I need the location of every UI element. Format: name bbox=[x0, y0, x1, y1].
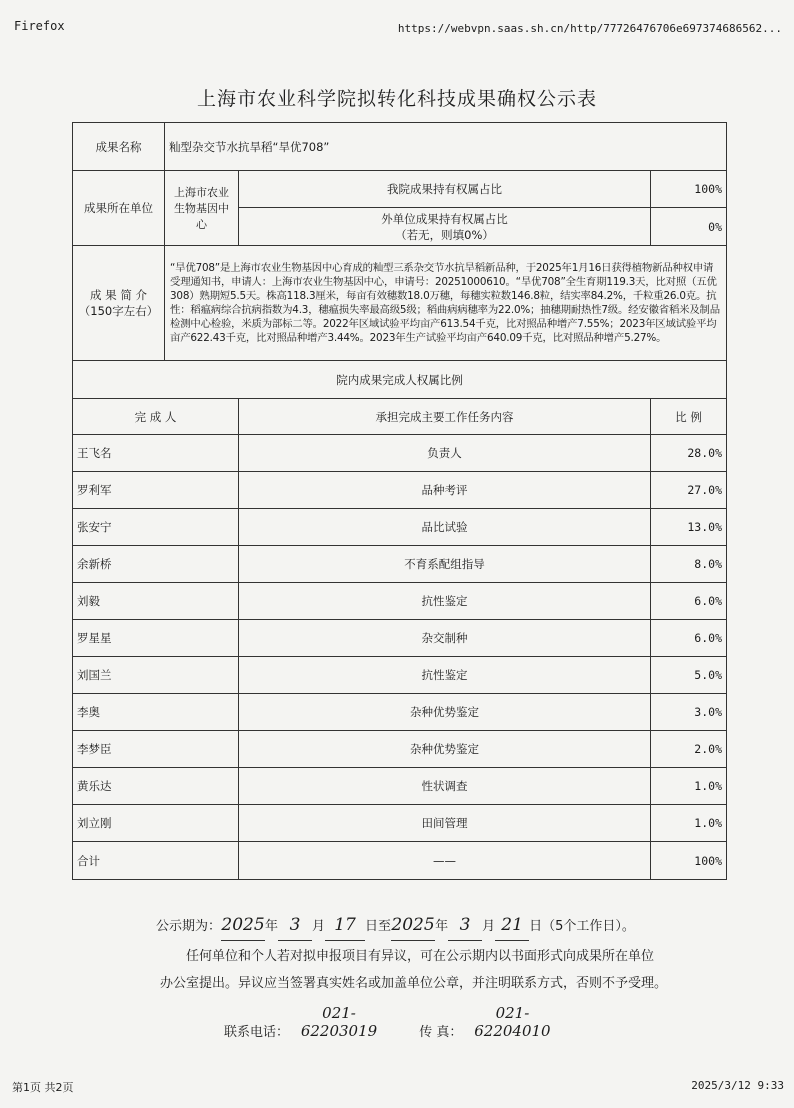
person-ratio: 1.0% bbox=[651, 768, 727, 805]
person-name: 刘立刚 bbox=[73, 805, 239, 842]
total-task: —— bbox=[239, 842, 651, 880]
table-row bbox=[73, 583, 727, 620]
person-name: 李梦臣 bbox=[73, 731, 239, 768]
ext-share-label: 外单位成果持有权属占比 bbox=[381, 211, 508, 226]
person-ratio: 27.0% bbox=[651, 472, 727, 509]
person-name: 张安宁 bbox=[73, 509, 239, 546]
table-row bbox=[73, 472, 727, 509]
unit-year: 年 bbox=[435, 919, 449, 934]
own-share-value: 100% bbox=[651, 171, 727, 208]
fax-label: 传 真： bbox=[419, 1025, 463, 1040]
achievement-name-value: 籼型杂交节水抗旱稻“旱优708” bbox=[165, 123, 727, 171]
person-name: 罗利军 bbox=[73, 472, 239, 509]
person-name: 黄乐达 bbox=[73, 768, 239, 805]
notice-period bbox=[156, 910, 635, 942]
intro-text: “旱优708”是上海市农业生物基因中心育成的籼型三系杂交节水抗旱稻新品种，于2025年1月16日获得植物新品种权申请受理通知书，申请人：上海市农业生物基因中心，申请号：20251000610。“旱优708”全生育期119.3天，比对照（五优308）熟期短5.5天。株高118.3厘米，每亩有效穗数18.0万穗，每穗实粒数146.8粒，结实率84.2%，千粒重26.0克。抗性：稻瘟病综合抗病指数为4.3，穗瘟损失率最高级5级；稻曲病病穗率为22.0%；抽穗期耐热性7级。经安徽省稻米及制品检测中心检验，米质为部标二等。2022年区域试验平均亩产613.54千克，比对照品种增产7.55%；2023年区域试验平均亩产622.43千克，比对照品种增产3.44%。2023年生产试验平均亩产640.09千克，比对照品种增产5.27%。 bbox=[165, 246, 727, 361]
unit-month: 月 bbox=[482, 919, 496, 934]
col-task-header: 承担完成主要工作任务内容 bbox=[239, 399, 651, 435]
end-year: 2025 bbox=[391, 910, 435, 941]
person-name: 王飞名 bbox=[73, 435, 239, 472]
phone-value: 021-62203019 bbox=[300, 1004, 378, 1040]
unit-label: 成果所在单位 bbox=[73, 171, 165, 246]
section-title: 院内成果完成人权属比例 bbox=[73, 361, 727, 399]
page-indicator: 第1页 共2页 bbox=[12, 1081, 74, 1094]
ext-share-cell bbox=[239, 208, 651, 246]
table-row bbox=[73, 509, 727, 546]
notice-line-2: 办公室提出。异议应当签署真实姓名或加盖单位公章，并注明联系方式，否则不予受理。 bbox=[160, 976, 668, 991]
start-day: 17 bbox=[325, 910, 365, 941]
table-row bbox=[73, 768, 727, 805]
start-year: 2025 bbox=[221, 910, 265, 941]
person-ratio: 13.0% bbox=[651, 509, 727, 546]
table-row bbox=[73, 435, 727, 472]
unit-day-to: 日至 bbox=[365, 919, 392, 934]
phone-label: 联系电话： bbox=[224, 1025, 290, 1040]
person-name: 李奥 bbox=[73, 694, 239, 731]
unit-month: 月 bbox=[312, 919, 326, 934]
table-row bbox=[73, 546, 727, 583]
col-person-header: 完 成 人 bbox=[73, 399, 239, 435]
col-ratio-header: 比 例 bbox=[651, 399, 727, 435]
contact-info bbox=[224, 1004, 562, 1040]
end-month: 3 bbox=[448, 910, 482, 941]
total-row bbox=[73, 842, 727, 880]
total-label: 合计 bbox=[73, 842, 239, 880]
person-task: 田间管理 bbox=[239, 805, 651, 842]
person-ratio: 3.0% bbox=[651, 694, 727, 731]
person-task: 品种考评 bbox=[239, 472, 651, 509]
person-task: 性状调查 bbox=[239, 768, 651, 805]
person-name: 余新桥 bbox=[73, 546, 239, 583]
disclosure-table bbox=[72, 122, 727, 880]
total-ratio: 100% bbox=[651, 842, 727, 880]
table-row bbox=[73, 805, 727, 842]
person-task: 杂种优势鉴定 bbox=[239, 694, 651, 731]
unit-value: 上海市农业生物基因中心 bbox=[165, 171, 239, 246]
person-ratio: 5.0% bbox=[651, 657, 727, 694]
table-row bbox=[73, 620, 727, 657]
unit-year: 年 bbox=[265, 919, 279, 934]
person-ratio: 6.0% bbox=[651, 620, 727, 657]
intro-label: 成 果 简 介 bbox=[90, 288, 147, 302]
person-name: 罗星星 bbox=[73, 620, 239, 657]
print-datetime: 2025/3/12 9:33 bbox=[691, 1079, 784, 1092]
browser-url[interactable]: https://webvpn.saas.sh.cn/http/77726476706e697374686562... bbox=[397, 22, 782, 35]
table-row bbox=[73, 694, 727, 731]
person-task: 抗性鉴定 bbox=[239, 657, 651, 694]
person-ratio: 8.0% bbox=[651, 546, 727, 583]
person-ratio: 6.0% bbox=[651, 583, 727, 620]
browser-name: Firefox bbox=[14, 19, 65, 33]
unit-day-end: 日（5个工作日）。 bbox=[529, 919, 635, 934]
fax-value: 021-62204010 bbox=[474, 1004, 551, 1040]
start-month: 3 bbox=[278, 910, 312, 941]
end-day: 21 bbox=[495, 910, 529, 941]
table-row bbox=[73, 731, 727, 768]
own-share-label: 我院成果持有权属占比 bbox=[239, 171, 651, 208]
person-task: 不育系配组指导 bbox=[239, 546, 651, 583]
person-name: 刘国兰 bbox=[73, 657, 239, 694]
person-task: 抗性鉴定 bbox=[239, 583, 651, 620]
person-task: 杂交制种 bbox=[239, 620, 651, 657]
person-task: 品比试验 bbox=[239, 509, 651, 546]
person-name: 刘毅 bbox=[73, 583, 239, 620]
notice-line-1: 任何单位和个人若对拟申报项目有异议，可在公示期内以书面形式向成果所在单位 bbox=[186, 949, 655, 964]
ext-share-note: （若无，则填0%） bbox=[395, 227, 494, 242]
person-ratio: 28.0% bbox=[651, 435, 727, 472]
table-row bbox=[73, 657, 727, 694]
period-label: 公示期为： bbox=[156, 919, 222, 934]
achievement-name-label: 成果名称 bbox=[73, 123, 165, 171]
intro-note: （150字左右） bbox=[78, 304, 159, 318]
person-task: 负责人 bbox=[239, 435, 651, 472]
ext-share-value: 0% bbox=[651, 208, 727, 246]
person-ratio: 1.0% bbox=[651, 805, 727, 842]
document-title: 上海市农业科学院拟转化科技成果确权公示表 bbox=[196, 88, 597, 110]
person-ratio: 2.0% bbox=[651, 731, 727, 768]
person-task: 杂种优势鉴定 bbox=[239, 731, 651, 768]
intro-label-cell bbox=[73, 246, 165, 361]
